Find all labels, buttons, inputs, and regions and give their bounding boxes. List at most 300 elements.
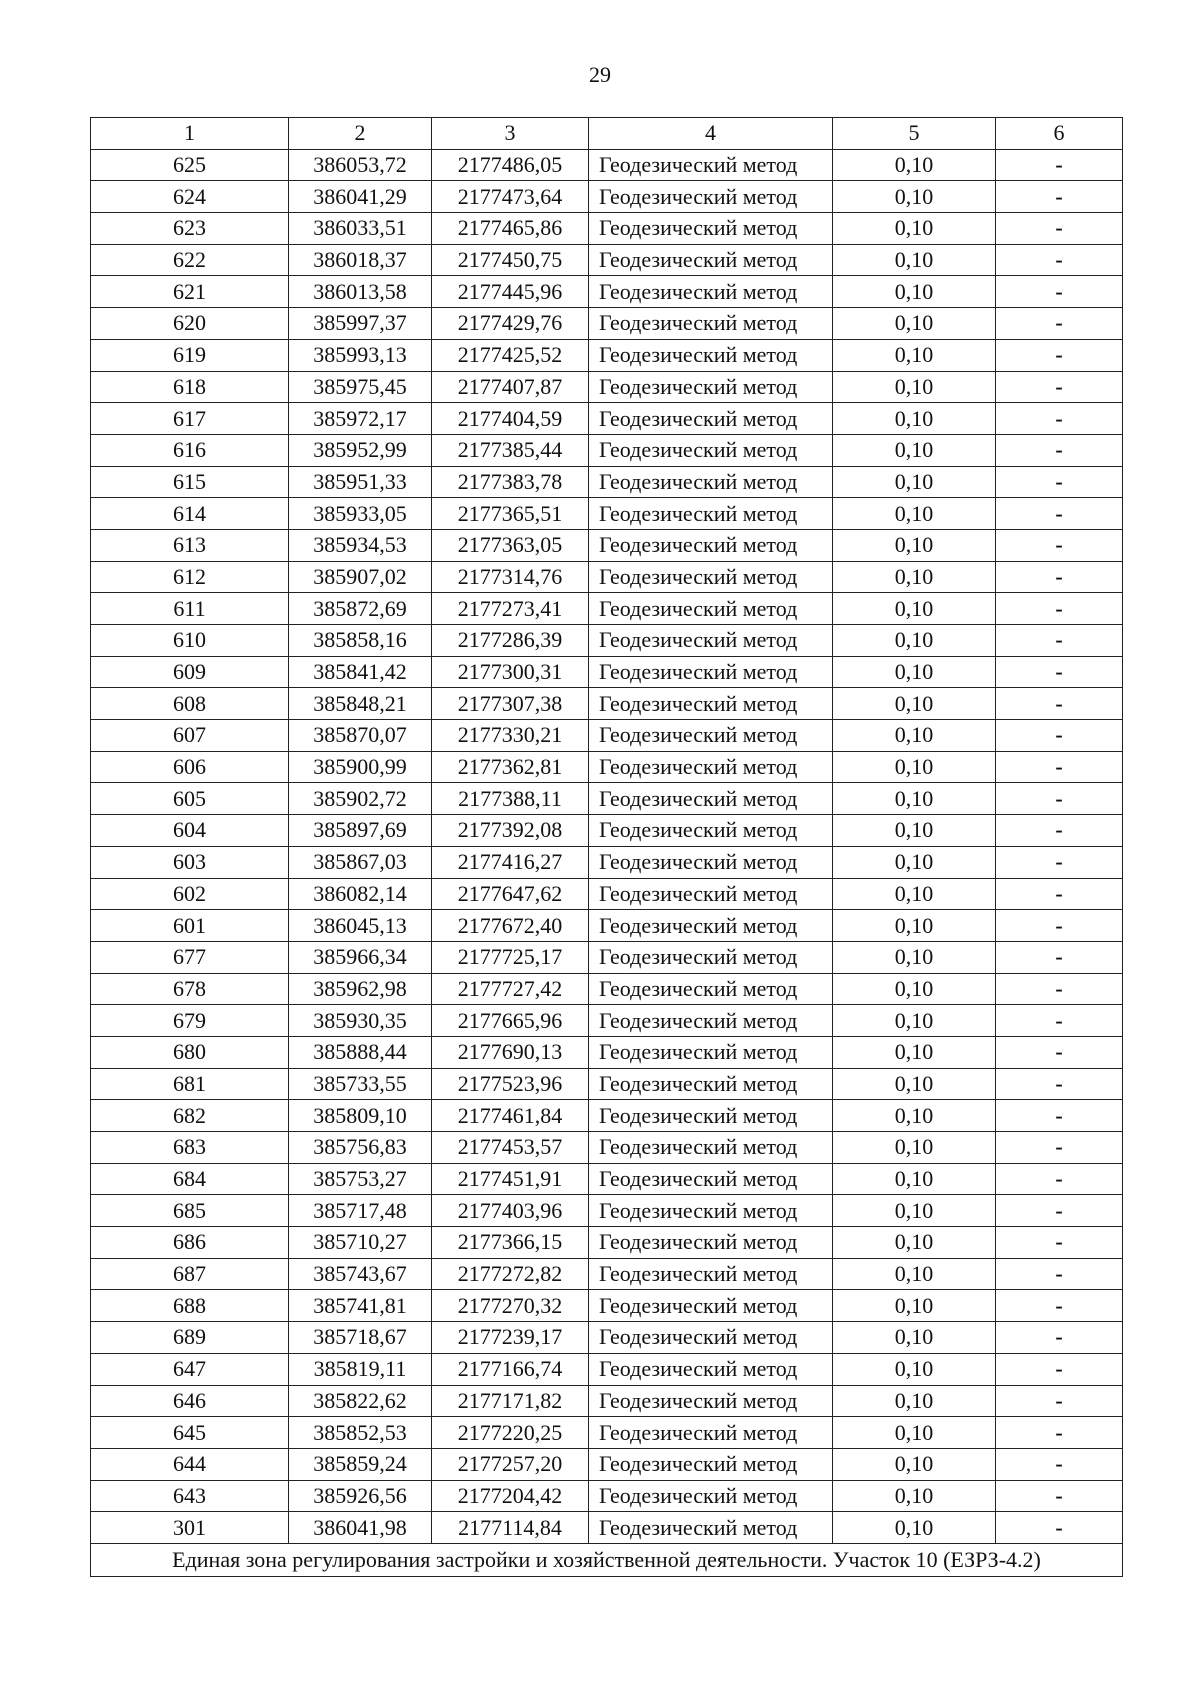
y-coordinate-cell: 2177273,41 (432, 593, 589, 625)
x-coordinate-cell: 386041,29 (289, 181, 432, 213)
x-coordinate-cell: 386033,51 (289, 213, 432, 245)
header-cell-5: 5 (833, 118, 996, 150)
y-coordinate-cell: 2177239,17 (432, 1322, 589, 1354)
y-coordinate-cell: 2177453,57 (432, 1132, 589, 1164)
note-cell: - (996, 688, 1123, 720)
table-row (91, 1036, 1123, 1068)
y-coordinate-cell: 2177486,05 (432, 149, 589, 181)
accuracy-cell: 0,10 (833, 1258, 996, 1290)
accuracy-cell: 0,10 (833, 1005, 996, 1037)
point-number-cell: 605 (91, 783, 289, 815)
y-coordinate-cell: 2177363,05 (432, 529, 589, 561)
y-coordinate-cell: 2177114,84 (432, 1512, 589, 1544)
table-row (91, 529, 1123, 561)
note-cell: - (996, 434, 1123, 466)
x-coordinate-cell: 386082,14 (289, 878, 432, 910)
header-cell-6: 6 (996, 118, 1123, 150)
x-coordinate-cell: 385975,45 (289, 371, 432, 403)
accuracy-cell: 0,10 (833, 149, 996, 181)
accuracy-cell: 0,10 (833, 561, 996, 593)
y-coordinate-cell: 2177404,59 (432, 403, 589, 435)
method-cell: Геодезический метод (589, 878, 833, 910)
x-coordinate-cell: 385841,42 (289, 656, 432, 688)
table-row (91, 213, 1123, 245)
point-number-cell: 646 (91, 1385, 289, 1417)
accuracy-cell: 0,10 (833, 434, 996, 466)
note-cell: - (996, 244, 1123, 276)
method-cell: Геодезический метод (589, 1132, 833, 1164)
method-cell: Геодезический метод (589, 339, 833, 371)
accuracy-cell: 0,10 (833, 1512, 996, 1544)
note-cell: - (996, 941, 1123, 973)
y-coordinate-cell: 2177672,40 (432, 910, 589, 942)
point-number-cell: 606 (91, 751, 289, 783)
accuracy-cell: 0,10 (833, 244, 996, 276)
accuracy-cell: 0,10 (833, 529, 996, 561)
point-number-cell: 618 (91, 371, 289, 403)
accuracy-cell: 0,10 (833, 339, 996, 371)
method-cell: Геодезический метод (589, 941, 833, 973)
note-cell: - (996, 846, 1123, 878)
table-row (91, 1163, 1123, 1195)
note-cell: - (996, 1227, 1123, 1259)
table-row (91, 1417, 1123, 1449)
accuracy-cell: 0,10 (833, 403, 996, 435)
table-row (91, 593, 1123, 625)
x-coordinate-cell: 386018,37 (289, 244, 432, 276)
note-cell: - (996, 1163, 1123, 1195)
y-coordinate-cell: 2177314,76 (432, 561, 589, 593)
table-row (91, 1005, 1123, 1037)
x-coordinate-cell: 385858,16 (289, 625, 432, 657)
y-coordinate-cell: 2177403,96 (432, 1195, 589, 1227)
x-coordinate-cell: 385743,67 (289, 1258, 432, 1290)
table-row (91, 434, 1123, 466)
table-row (91, 1480, 1123, 1512)
x-coordinate-cell: 385718,67 (289, 1322, 432, 1354)
note-cell: - (996, 815, 1123, 847)
x-coordinate-cell: 385756,83 (289, 1132, 432, 1164)
y-coordinate-cell: 2177647,62 (432, 878, 589, 910)
x-coordinate-cell: 385852,53 (289, 1417, 432, 1449)
note-cell: - (996, 1195, 1123, 1227)
table-row (91, 149, 1123, 181)
y-coordinate-cell: 2177383,78 (432, 466, 589, 498)
point-number-cell: 607 (91, 720, 289, 752)
method-cell: Геодезический метод (589, 149, 833, 181)
header-cell-1: 1 (91, 118, 289, 150)
method-cell: Геодезический метод (589, 561, 833, 593)
note-cell: - (996, 1100, 1123, 1132)
point-number-cell: 612 (91, 561, 289, 593)
accuracy-cell: 0,10 (833, 498, 996, 530)
method-cell: Геодезический метод (589, 181, 833, 213)
note-cell: - (996, 625, 1123, 657)
note-cell: - (996, 1417, 1123, 1449)
table-row (91, 339, 1123, 371)
point-number-cell: 684 (91, 1163, 289, 1195)
x-coordinate-cell: 385870,07 (289, 720, 432, 752)
y-coordinate-cell: 2177450,75 (432, 244, 589, 276)
point-number-cell: 608 (91, 688, 289, 720)
point-number-cell: 614 (91, 498, 289, 530)
method-cell: Геодезический метод (589, 213, 833, 245)
note-cell: - (996, 403, 1123, 435)
method-cell: Геодезический метод (589, 1036, 833, 1068)
method-cell: Геодезический метод (589, 1480, 833, 1512)
y-coordinate-cell: 2177171,82 (432, 1385, 589, 1417)
y-coordinate-cell: 2177330,21 (432, 720, 589, 752)
point-number-cell: 616 (91, 434, 289, 466)
note-cell: - (996, 1322, 1123, 1354)
point-number-cell: 602 (91, 878, 289, 910)
y-coordinate-cell: 2177388,11 (432, 783, 589, 815)
y-coordinate-cell: 2177392,08 (432, 815, 589, 847)
x-coordinate-cell: 385741,81 (289, 1290, 432, 1322)
y-coordinate-cell: 2177451,91 (432, 1163, 589, 1195)
point-number-cell: 613 (91, 529, 289, 561)
point-number-cell: 686 (91, 1227, 289, 1259)
point-number-cell: 301 (91, 1512, 289, 1544)
table-row (91, 815, 1123, 847)
accuracy-cell: 0,10 (833, 1195, 996, 1227)
table-row (91, 1512, 1123, 1544)
table-body (91, 118, 1123, 1577)
table-row (91, 1258, 1123, 1290)
y-coordinate-cell: 2177286,39 (432, 625, 589, 657)
y-coordinate-cell: 2177665,96 (432, 1005, 589, 1037)
x-coordinate-cell: 385930,35 (289, 1005, 432, 1037)
point-number-cell: 621 (91, 276, 289, 308)
note-cell: - (996, 149, 1123, 181)
table-row (91, 1132, 1123, 1164)
method-cell: Геодезический метод (589, 751, 833, 783)
point-number-cell: 615 (91, 466, 289, 498)
x-coordinate-cell: 385900,99 (289, 751, 432, 783)
method-cell: Геодезический метод (589, 1227, 833, 1259)
table-row (91, 973, 1123, 1005)
x-coordinate-cell: 385848,21 (289, 688, 432, 720)
point-number-cell: 623 (91, 213, 289, 245)
y-coordinate-cell: 2177270,32 (432, 1290, 589, 1322)
table-row (91, 783, 1123, 815)
x-coordinate-cell: 385819,11 (289, 1353, 432, 1385)
point-number-cell: 683 (91, 1132, 289, 1164)
x-coordinate-cell: 385710,27 (289, 1227, 432, 1259)
x-coordinate-cell: 386053,72 (289, 149, 432, 181)
note-cell: - (996, 751, 1123, 783)
y-coordinate-cell: 2177362,81 (432, 751, 589, 783)
note-cell: - (996, 1005, 1123, 1037)
y-coordinate-cell: 2177366,15 (432, 1227, 589, 1259)
zone-caption-row (91, 1543, 1123, 1576)
point-number-cell: 688 (91, 1290, 289, 1322)
method-cell: Геодезический метод (589, 403, 833, 435)
method-cell: Геодезический метод (589, 1353, 833, 1385)
table-row (91, 688, 1123, 720)
table-row (91, 1227, 1123, 1259)
point-number-cell: 611 (91, 593, 289, 625)
accuracy-cell: 0,10 (833, 878, 996, 910)
x-coordinate-cell: 385952,99 (289, 434, 432, 466)
accuracy-cell: 0,10 (833, 1480, 996, 1512)
point-number-cell: 678 (91, 973, 289, 1005)
x-coordinate-cell: 385902,72 (289, 783, 432, 815)
accuracy-cell: 0,10 (833, 1353, 996, 1385)
accuracy-cell: 0,10 (833, 1227, 996, 1259)
accuracy-cell: 0,10 (833, 1132, 996, 1164)
table-row (91, 561, 1123, 593)
table-row (91, 878, 1123, 910)
x-coordinate-cell: 385951,33 (289, 466, 432, 498)
y-coordinate-cell: 2177407,87 (432, 371, 589, 403)
accuracy-cell: 0,10 (833, 846, 996, 878)
point-number-cell: 685 (91, 1195, 289, 1227)
point-number-cell: 617 (91, 403, 289, 435)
method-cell: Геодезический метод (589, 1100, 833, 1132)
method-cell: Геодезический метод (589, 910, 833, 942)
x-coordinate-cell: 385966,34 (289, 941, 432, 973)
accuracy-cell: 0,10 (833, 213, 996, 245)
x-coordinate-cell: 385897,69 (289, 815, 432, 847)
method-cell: Геодезический метод (589, 244, 833, 276)
note-cell: - (996, 720, 1123, 752)
table-row (91, 1068, 1123, 1100)
x-coordinate-cell: 385872,69 (289, 593, 432, 625)
y-coordinate-cell: 2177166,74 (432, 1353, 589, 1385)
method-cell: Геодезический метод (589, 498, 833, 530)
x-coordinate-cell: 385907,02 (289, 561, 432, 593)
y-coordinate-cell: 2177727,42 (432, 973, 589, 1005)
x-coordinate-cell: 385997,37 (289, 308, 432, 340)
note-cell: - (996, 1036, 1123, 1068)
y-coordinate-cell: 2177429,76 (432, 308, 589, 340)
point-number-cell: 610 (91, 625, 289, 657)
method-cell: Геодезический метод (589, 1512, 833, 1544)
x-coordinate-cell: 385733,55 (289, 1068, 432, 1100)
point-number-cell: 622 (91, 244, 289, 276)
header-cell-4: 4 (589, 118, 833, 150)
note-cell: - (996, 466, 1123, 498)
x-coordinate-cell: 385809,10 (289, 1100, 432, 1132)
accuracy-cell: 0,10 (833, 276, 996, 308)
page-number: 29 (589, 62, 611, 87)
table-row (91, 244, 1123, 276)
note-cell: - (996, 308, 1123, 340)
point-number-cell: 620 (91, 308, 289, 340)
point-number-cell: 680 (91, 1036, 289, 1068)
accuracy-cell: 0,10 (833, 1417, 996, 1449)
note-cell: - (996, 1480, 1123, 1512)
note-cell: - (996, 1132, 1123, 1164)
accuracy-cell: 0,10 (833, 751, 996, 783)
method-cell: Геодезический метод (589, 1258, 833, 1290)
point-number-cell: 687 (91, 1258, 289, 1290)
header-row (91, 118, 1123, 150)
table-row (91, 1448, 1123, 1480)
method-cell: Геодезический метод (589, 1005, 833, 1037)
point-number-cell: 609 (91, 656, 289, 688)
y-coordinate-cell: 2177445,96 (432, 276, 589, 308)
note-cell: - (996, 1258, 1123, 1290)
x-coordinate-cell: 386045,13 (289, 910, 432, 942)
note-cell: - (996, 1448, 1123, 1480)
table-row (91, 941, 1123, 973)
accuracy-cell: 0,10 (833, 1100, 996, 1132)
y-coordinate-cell: 2177385,44 (432, 434, 589, 466)
note-cell: - (996, 1068, 1123, 1100)
y-coordinate-cell: 2177465,86 (432, 213, 589, 245)
x-coordinate-cell: 386041,98 (289, 1512, 432, 1544)
method-cell: Геодезический метод (589, 308, 833, 340)
point-number-cell: 682 (91, 1100, 289, 1132)
point-number-cell: 689 (91, 1322, 289, 1354)
note-cell: - (996, 1353, 1123, 1385)
note-cell: - (996, 973, 1123, 1005)
table-row (91, 498, 1123, 530)
method-cell: Геодезический метод (589, 1195, 833, 1227)
accuracy-cell: 0,10 (833, 688, 996, 720)
point-number-cell: 624 (91, 181, 289, 213)
y-coordinate-cell: 2177300,31 (432, 656, 589, 688)
point-number-cell: 645 (91, 1417, 289, 1449)
point-number-cell: 601 (91, 910, 289, 942)
accuracy-cell: 0,10 (833, 720, 996, 752)
method-cell: Геодезический метод (589, 973, 833, 1005)
note-cell: - (996, 783, 1123, 815)
y-coordinate-cell: 2177690,13 (432, 1036, 589, 1068)
header-cell-3: 3 (432, 118, 589, 150)
table-row (91, 1385, 1123, 1417)
table-row (91, 276, 1123, 308)
note-cell: - (996, 213, 1123, 245)
method-cell: Геодезический метод (589, 846, 833, 878)
x-coordinate-cell: 385972,17 (289, 403, 432, 435)
point-number-cell: 619 (91, 339, 289, 371)
accuracy-cell: 0,10 (833, 656, 996, 688)
method-cell: Геодезический метод (589, 656, 833, 688)
x-coordinate-cell: 385867,03 (289, 846, 432, 878)
note-cell: - (996, 561, 1123, 593)
note-cell: - (996, 371, 1123, 403)
y-coordinate-cell: 2177365,51 (432, 498, 589, 530)
method-cell: Геодезический метод (589, 1417, 833, 1449)
note-cell: - (996, 498, 1123, 530)
table-row (91, 720, 1123, 752)
method-cell: Геодезический метод (589, 625, 833, 657)
accuracy-cell: 0,10 (833, 1448, 996, 1480)
method-cell: Геодезический метод (589, 434, 833, 466)
table-row (91, 910, 1123, 942)
note-cell: - (996, 593, 1123, 625)
method-cell: Геодезический метод (589, 466, 833, 498)
accuracy-cell: 0,10 (833, 181, 996, 213)
accuracy-cell: 0,10 (833, 371, 996, 403)
method-cell: Геодезический метод (589, 720, 833, 752)
method-cell: Геодезический метод (589, 1068, 833, 1100)
table-row (91, 751, 1123, 783)
point-number-cell: 625 (91, 149, 289, 181)
point-number-cell: 679 (91, 1005, 289, 1037)
method-cell: Геодезический метод (589, 1163, 833, 1195)
y-coordinate-cell: 2177725,17 (432, 941, 589, 973)
accuracy-cell: 0,10 (833, 625, 996, 657)
accuracy-cell: 0,10 (833, 308, 996, 340)
note-cell: - (996, 1512, 1123, 1544)
point-number-cell: 647 (91, 1353, 289, 1385)
x-coordinate-cell: 385859,24 (289, 1448, 432, 1480)
method-cell: Геодезический метод (589, 1322, 833, 1354)
x-coordinate-cell: 385717,48 (289, 1195, 432, 1227)
point-number-cell: 677 (91, 941, 289, 973)
accuracy-cell: 0,10 (833, 1385, 996, 1417)
accuracy-cell: 0,10 (833, 1036, 996, 1068)
table-row (91, 1322, 1123, 1354)
table-row (91, 656, 1123, 688)
x-coordinate-cell: 385926,56 (289, 1480, 432, 1512)
point-number-cell: 681 (91, 1068, 289, 1100)
y-coordinate-cell: 2177307,38 (432, 688, 589, 720)
zone-caption: Единая зона регулирования застройки и хозяйственной деятельности. Участок 10 (ЕЗРЗ-4.2) (91, 1543, 1123, 1576)
table-row (91, 308, 1123, 340)
note-cell: - (996, 1385, 1123, 1417)
table-row (91, 1195, 1123, 1227)
method-cell: Геодезический метод (589, 371, 833, 403)
x-coordinate-cell: 385933,05 (289, 498, 432, 530)
table-row (91, 1100, 1123, 1132)
point-number-cell: 603 (91, 846, 289, 878)
accuracy-cell: 0,10 (833, 941, 996, 973)
method-cell: Геодезический метод (589, 529, 833, 561)
method-cell: Геодезический метод (589, 1448, 833, 1480)
note-cell: - (996, 656, 1123, 688)
header-cell-2: 2 (289, 118, 432, 150)
accuracy-cell: 0,10 (833, 1068, 996, 1100)
note-cell: - (996, 1290, 1123, 1322)
table-row (91, 371, 1123, 403)
note-cell: - (996, 276, 1123, 308)
accuracy-cell: 0,10 (833, 783, 996, 815)
y-coordinate-cell: 2177473,64 (432, 181, 589, 213)
y-coordinate-cell: 2177204,42 (432, 1480, 589, 1512)
method-cell: Геодезический метод (589, 1385, 833, 1417)
point-number-cell: 643 (91, 1480, 289, 1512)
method-cell: Геодезический метод (589, 593, 833, 625)
accuracy-cell: 0,10 (833, 593, 996, 625)
table-row (91, 846, 1123, 878)
x-coordinate-cell: 385993,13 (289, 339, 432, 371)
accuracy-cell: 0,10 (833, 1163, 996, 1195)
table-row (91, 625, 1123, 657)
x-coordinate-cell: 385934,53 (289, 529, 432, 561)
table-row (91, 1290, 1123, 1322)
method-cell: Геодезический метод (589, 815, 833, 847)
accuracy-cell: 0,10 (833, 910, 996, 942)
method-cell: Геодезический метод (589, 276, 833, 308)
y-coordinate-cell: 2177257,20 (432, 1448, 589, 1480)
note-cell: - (996, 181, 1123, 213)
table-row (91, 181, 1123, 213)
x-coordinate-cell: 385753,27 (289, 1163, 432, 1195)
note-cell: - (996, 910, 1123, 942)
x-coordinate-cell: 385822,62 (289, 1385, 432, 1417)
y-coordinate-cell: 2177272,82 (432, 1258, 589, 1290)
table-row (91, 403, 1123, 435)
y-coordinate-cell: 2177523,96 (432, 1068, 589, 1100)
x-coordinate-cell: 385888,44 (289, 1036, 432, 1068)
x-coordinate-cell: 385962,98 (289, 973, 432, 1005)
table-row (91, 466, 1123, 498)
